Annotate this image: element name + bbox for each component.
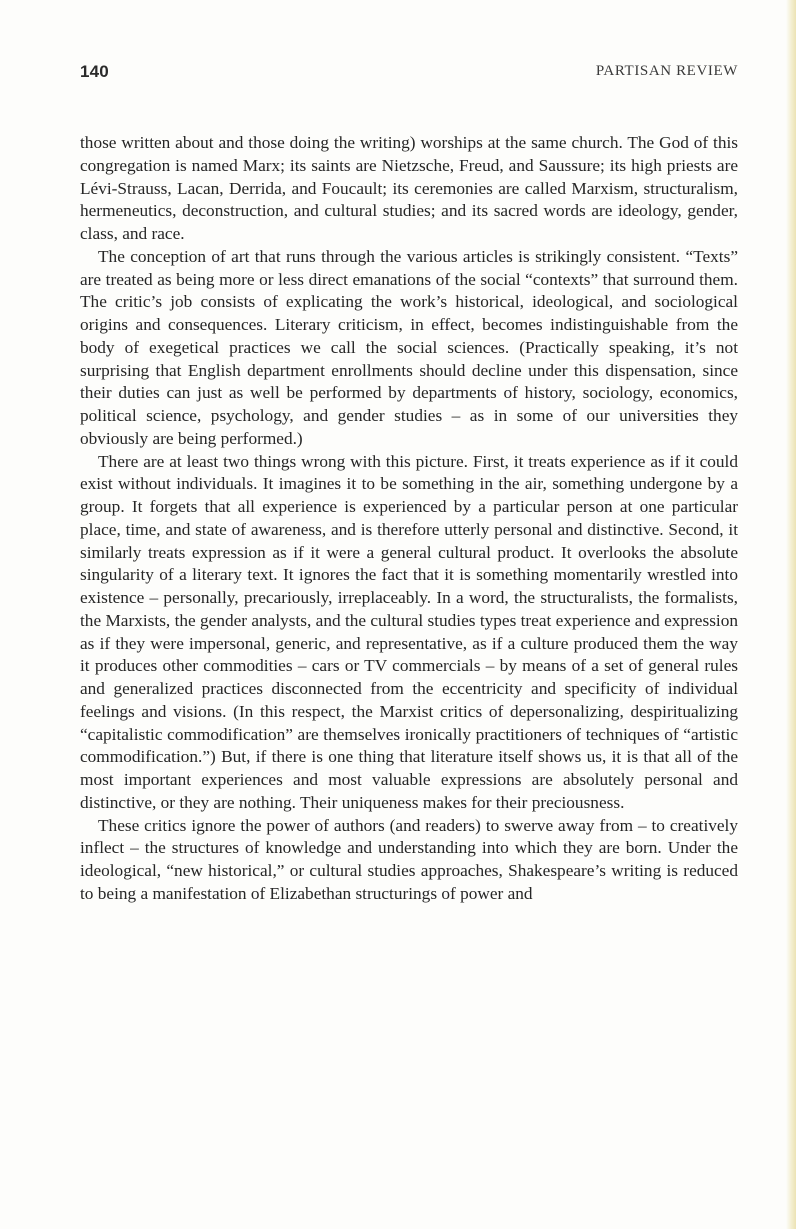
paragraph-two-things-wrong: There are at least two things wrong with this picture. First, it treats experience as if it could exist without individuals. It imagines it to be something in the air, something undergone by a group. It forgets that all experience is experienced by a particular person at one particular place, time, and state of awareness, and is therefore utterly personal and distinctive. Second, it similarly treats expression as if it were a general cultural product. It overlooks the absolute singularity of a literary text. It ignores the fact that it is something momentarily wrestled into existence – personally, precariously, irreplaceably. In a word, the structuralists, the formalists, the Marxists, the gender analysts, and the cultural studies types treat experience and expression as if they were impersonal, generic, and representative, as if a culture produced them the way it produces other commodities – cars or TV commercials – by means of a set of general rules and generalized practices disconnected from the eccentricity and specificity of individual feelings and visions. (In this respect, the Marxist critics of depersonalizing, despiritualizing “capitalistic commodification” are themselves ironically practitioners of techniques of “artistic commodification.”) But, if there is one thing that literature itself shows us, it is that all of the most important experiences and most valuable expressions are absolutely personal and distinctive, or they are nothing. Their uniqueness makes for their preciousness. <box>80 451 738 812</box>
running-head <box>80 62 738 86</box>
page-number: 140 <box>80 62 109 81</box>
page-spine-edge <box>786 0 796 1229</box>
paragraph-continuation: those written about and those doing the writing) worships at the same church. The God of this congregation is named Marx; its saints are Nietzsche, Freud, and Saussure; its high priests are Lévi-Strauss, Lacan, Derrida, and Foucault; its ceremonies are called Marxism, structuralism, hermeneutics, deconstruction, and cultural studies; and its sacred words are ideology, gender, class, and race. <box>80 133 738 243</box>
body-text <box>80 132 738 906</box>
journal-title: PARTISAN REVIEW <box>595 63 738 79</box>
paragraph-conception-of-art: The conception of art that runs through the various articles is strikingly consistent. “Texts” are treated as being more or less direct emanations of the social “contexts” that surround them. The critic’s job consists of explicating the work’s historical, ideological, and sociological origins and consequences. Literary criticism, in effect, becomes indistinguishable from the body of exegetical practices we call the social sciences. (Practically speaking, it’s not surprising that English department enrollments should decline under this dispensation, since their duties can just as well be performed by departments of history, sociology, economics, political science, psychology, and gender studies – as in some of our universities they obviously are being performed.) <box>80 246 738 448</box>
paragraph-critics-ignore: These critics ignore the power of authors (and readers) to swerve away from – to creatively inflect – the structures of knowledge and understanding into which they are born. Under the ideological, “new historical,” or cultural studies approaches, Shakespeare’s writing is reduced to being a manifestation of Elizabethan structurings of power and <box>80 815 738 903</box>
